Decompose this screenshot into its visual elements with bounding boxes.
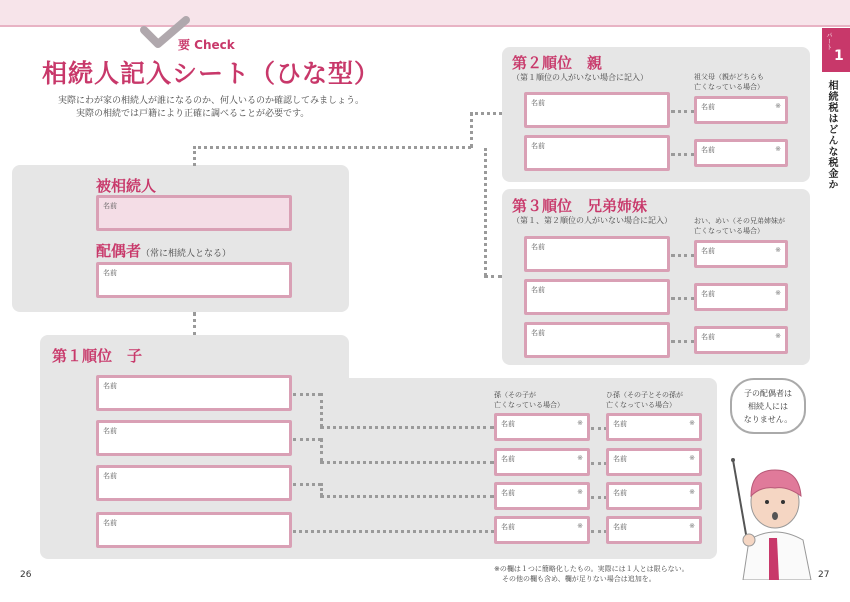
connector-line (320, 393, 323, 427)
rank2-note: （第１順位の人がいない場合に記入） (512, 73, 648, 82)
rank3-title: 第３順位 兄弟姉妹 (512, 197, 648, 215)
sibling-name-field[interactable]: 名前 (524, 322, 670, 358)
grandchild-name-field[interactable]: 名前 ※ (494, 482, 590, 510)
sibling-name-field[interactable]: 名前 (524, 236, 670, 272)
spouse-name-field[interactable]: 名前 (96, 262, 292, 298)
connector-line (470, 112, 502, 115)
nephew-name-field[interactable]: 名前 ※ (694, 326, 788, 354)
great-grandchild-name-field[interactable]: 名前 ※ (606, 413, 702, 441)
connector-line (671, 254, 695, 257)
connector-line (484, 275, 502, 278)
connector-line (293, 530, 494, 533)
connector-line (320, 495, 494, 498)
intro-text: 実際にわが家の相続人が誰になるのか、何人いるのか確認してみましょう。 実際の相続では戸籍により正確に調べることが必要です。 (58, 96, 365, 119)
nephew-name-field[interactable]: 名前 ※ (694, 283, 788, 311)
great-grandchild-name-field[interactable]: 名前 ※ (606, 516, 702, 544)
connector-line (293, 483, 321, 486)
spouse-title: 配偶者（常に相続人となる） (96, 242, 232, 260)
great-grandchild-name-field[interactable]: 名前 ※ (606, 482, 702, 510)
connector-line (320, 438, 323, 462)
great-grandchild-note: ひ孫（その子とその孫が 亡くなっている場合） (606, 391, 683, 409)
connector-line (320, 426, 494, 429)
advisor-illustration (725, 440, 815, 580)
grandchild-name-field[interactable]: 名前 ※ (494, 413, 590, 441)
nephew-note: おい、めい（その兄弟姉妹が 亡くなっている場合） (694, 217, 785, 235)
connector-line (591, 530, 607, 533)
great-grandchild-name-field[interactable]: 名前 ※ (606, 448, 702, 476)
top-bar (0, 0, 850, 27)
decedent-name-field[interactable]: 名前 (96, 195, 292, 231)
page-number-left: 26 (20, 570, 32, 580)
parent-name-field[interactable]: 名前 (524, 135, 670, 171)
page-number-right: 27 (818, 570, 830, 580)
connector-line (671, 340, 695, 343)
parent-name-field[interactable]: 名前 (524, 92, 670, 128)
footnote: ※の欄は１つに簡略化したもの。実際には１人とは限らない。 その他の欄も含め、欄が足りない場合は追加を。 (494, 565, 689, 583)
part-tab: パート 1 (822, 28, 850, 72)
grandparent-name-field[interactable]: 名前 ※ (694, 139, 788, 167)
rank3-note: （第１、第２順位の人がいない場合に記入） (512, 216, 672, 225)
child-name-field[interactable]: 名前 (96, 375, 292, 411)
chapter-label: 相続税はどんな税金か (826, 80, 837, 190)
connector-line (591, 427, 607, 430)
grandparent-name-field[interactable]: 名前 ※ (694, 96, 788, 124)
grandparent-note: 祖父母（親がどちらも 亡くなっている場合） (694, 73, 764, 91)
child-name-field[interactable]: 名前 (96, 465, 292, 501)
child-name-field[interactable]: 名前 (96, 512, 292, 548)
connector-line (193, 146, 196, 166)
connector-line (591, 496, 607, 499)
connector-line (193, 312, 196, 336)
connector-line (320, 461, 494, 464)
nephew-name-field[interactable]: 名前 ※ (694, 240, 788, 268)
connector-line (671, 297, 695, 300)
check-label: 要 Check (178, 38, 235, 52)
grandchild-note: 孫（その子が 亡くなっている場合） (494, 391, 564, 409)
connector-line (671, 110, 695, 113)
grandchild-name-field[interactable]: 名前 ※ (494, 516, 590, 544)
connector-line (484, 148, 487, 276)
connector-line (293, 393, 321, 396)
page-title: 相続人記入シート（ひな型） (42, 59, 381, 88)
connector-line (591, 462, 607, 465)
connector-line (293, 438, 321, 441)
rank1-title: 第１順位 子 (52, 347, 143, 365)
connector-line (671, 153, 695, 156)
child-name-field[interactable]: 名前 (96, 420, 292, 456)
connector-line (193, 146, 471, 149)
rank2-title: 第２順位 親 (512, 54, 603, 72)
grandchild-name-field[interactable]: 名前 ※ (494, 448, 590, 476)
sibling-name-field[interactable]: 名前 (524, 279, 670, 315)
connector-line (470, 112, 473, 148)
decedent-title: 被相続人 (96, 177, 157, 195)
speech-bubble: 子の配偶者は 相続人には なりません。 (730, 378, 806, 434)
